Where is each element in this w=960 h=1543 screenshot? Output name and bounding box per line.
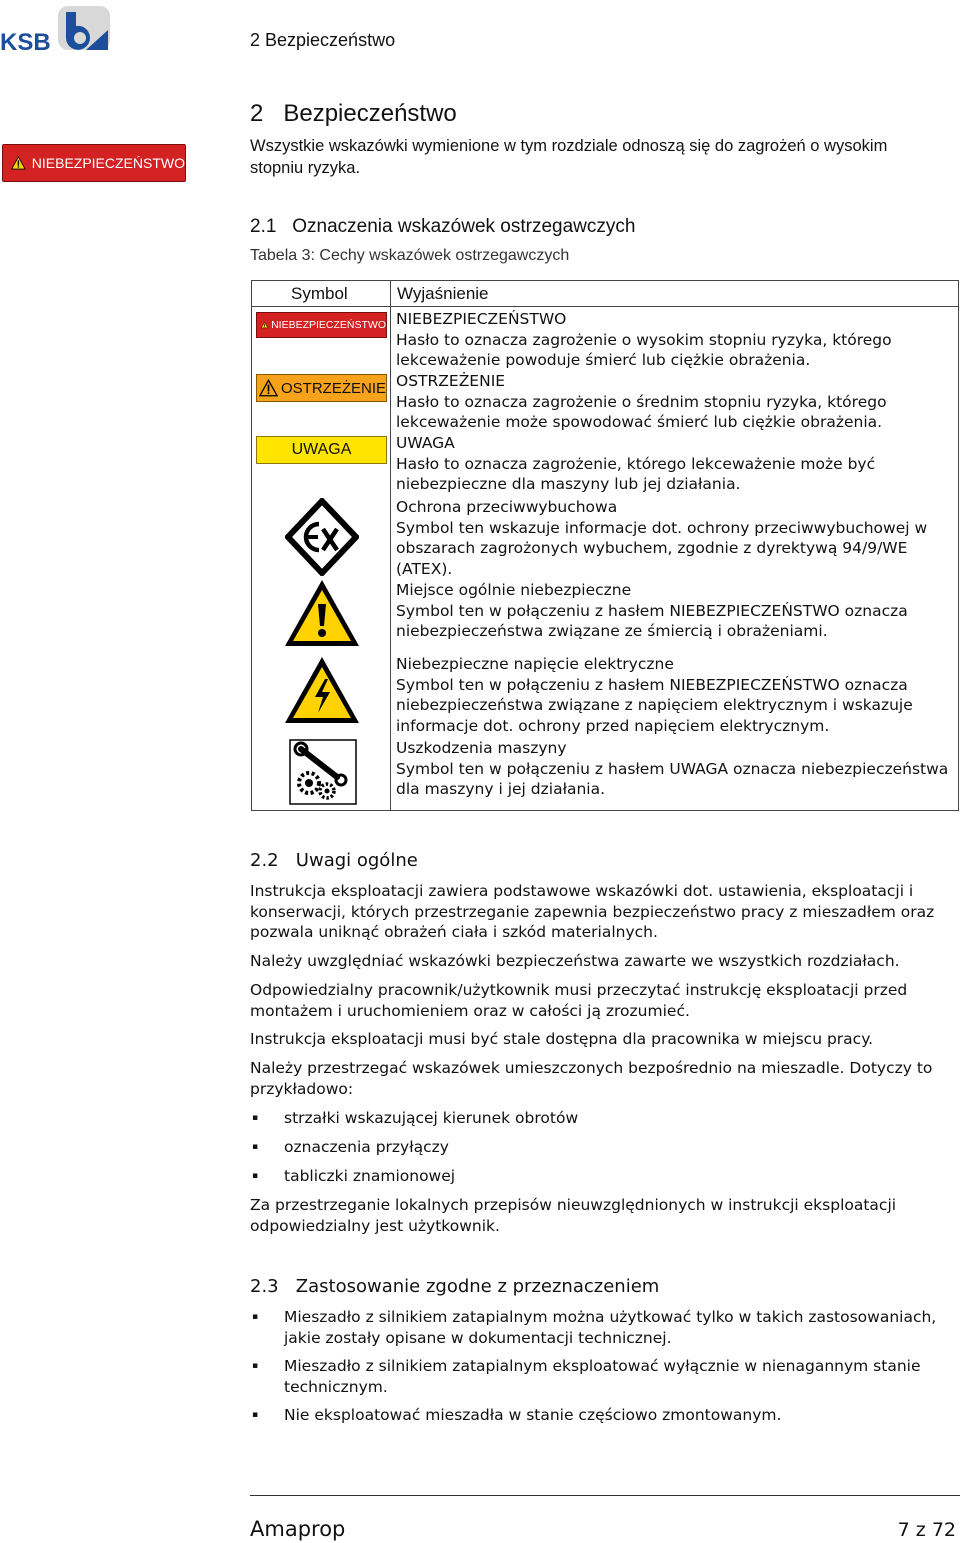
warning-triangle-icon [259, 379, 278, 397]
row-title: Miejsce ogólnie niebezpieczne [396, 581, 632, 599]
paragraph: Instrukcja eksploatacji zawiera podstawowe wskazówki dot. ustawienia, eksploatacji i konserwacji, których przestrzeganie zapewnia bezpieczeństwo pracy z mieszadłem oraz pozwala uniknąć obrażeń ciała i szkód materialnych. [250, 882, 935, 942]
row-description: Symbol ten w połączeniu z hasłem NIEBEZPIECZEŃSTWO oznacza niebezpieczeństwa związane ze śmiercią i obrażeniami. [396, 601, 908, 641]
row-title: Ochrona przeciwwybuchowa [396, 498, 618, 516]
list-item [264, 1137, 944, 1158]
danger-signal-label: NIEBEZPIECZEŃSTWO [271, 319, 386, 331]
row-title: NIEBEZPIECZEŃSTWO [396, 310, 567, 328]
warning-signal-label: OSTRZEŻENIE [280, 379, 386, 397]
list-item [264, 1166, 944, 1187]
table-row [396, 580, 956, 642]
row-description: Symbol ten w połączeniu z hasłem UWAGA oznacza niebezpieczeństwa dla maszyny i jej działania. [396, 759, 949, 799]
table-row [396, 654, 956, 737]
row-description: Hasło to oznacza zagrożenie o średnim stopniu ryzyka, którego lekceważenie może spowodować śmierć lub ciężkie obrażenia. [396, 392, 887, 432]
table-column-divider [390, 280, 391, 811]
list-item-text: ▪ Mieszadło z silnikiem zatapialnym można użytkować tylko w takich zastosowaniach, jakie zostały opisane w dokumentacji technicznej. [284, 1308, 937, 1347]
list-item-text: ▪ Nie eksploatować mieszadła w stanie częściowo zmontowanym. [284, 1406, 782, 1424]
section-2-3-title: 2.3 Zastosowanie zgodne z przeznaczeniem [250, 1276, 660, 1297]
table-row [396, 433, 956, 495]
electrical-hazard-triangle-icon [283, 655, 361, 725]
chapter-title: 2 Bezpieczeństwo [250, 100, 457, 127]
warning-triangle-icon [261, 317, 268, 333]
table-row [396, 738, 956, 800]
row-title: Uszkodzenia maszyny [396, 739, 567, 757]
row-description: Hasło to oznacza zagrożenie, którego lekceważenie może być niebezpieczne dla maszyny lub jej działania. [396, 454, 876, 494]
list-item-text: ▪ Mieszadło z silnikiem zatapialnym eksploatować wyłącznie w nienagannym stanie technicznym. [284, 1357, 921, 1396]
header-section-title: 2 Bezpieczeństwo [250, 30, 396, 50]
ksb-logo [0, 4, 112, 52]
list-item-text: ▪ strzałki wskazującej kierunek obrotów [284, 1109, 579, 1127]
list-item [264, 1405, 944, 1426]
danger-badge-label: NIEBEZPIECZEŃSTWO [31, 155, 185, 171]
list-item [264, 1356, 944, 1397]
table-header-divider [251, 306, 959, 307]
row-title: OSTRZEŻENIE [396, 372, 506, 390]
warning-signal-symbol [256, 374, 387, 402]
row-title: Niebezpieczne napięcie elektryczne [396, 655, 674, 673]
section-2-2-title: 2.2 Uwagi ogólne [250, 850, 418, 871]
danger-signal-symbol [256, 312, 387, 338]
list-item [264, 1307, 944, 1348]
paragraph: Za przestrzeganie lokalnych przepisów nieuwzględnionych w instrukcji eksploatacji odpowiedzialny jest użytkownik. [250, 1196, 897, 1235]
table-row [396, 497, 956, 580]
row-description: Symbol ten w połączeniu z hasłem NIEBEZPIECZEŃSTWO oznacza niebezpieczeństwa związane z napięciem elektrycznym i wskazuje informacje dot. ochrony przed napięciem elektrycznym. [396, 675, 913, 736]
paragraph: Należy uwzględniać wskazówki bezpieczeństwa zawarte we wszystkich rozdziałach. [250, 952, 900, 970]
table-row [396, 371, 956, 433]
paragraph: Należy przestrzegać wskazówek umieszczonych bezpośrednio na mieszadle. Dotyczy to przykładowo: [250, 1059, 933, 1098]
chapter-intro: Wszystkie wskazówki wymienione w tym rozdziale odnoszą się do zagrożeń o wysokim stopniu ryzyka. [250, 137, 888, 177]
table-caption: Tabela 3: Cechy wskazówek ostrzegawczych [250, 247, 570, 264]
caution-signal-symbol [256, 436, 387, 464]
row-description: Hasło to oznacza zagrożenie o wysokim stopniu ryzyka, którego lekceważenie powoduje śmierć lub ciężkie obrażenia. [396, 330, 892, 370]
caution-signal-label: UWAGA [291, 441, 352, 458]
row-description: Symbol ten wskazuje informacje dot. ochrony przeciwwybuchowej w obszarach zagrożonych wybuchem, zgodnie z dyrektywą 94/9/WE (ATEX). [396, 518, 928, 579]
general-danger-triangle-icon [283, 578, 361, 648]
table-row [396, 309, 956, 371]
page-number: 7 z 72 [897, 1519, 956, 1541]
row-title: UWAGA [396, 434, 455, 452]
list-item [264, 1108, 944, 1129]
danger-signal-badge [2, 144, 186, 182]
paragraph: Instrukcja eksploatacji musi być stale dostępna dla pracownika w miejscu pracy. [250, 1030, 874, 1048]
table-header-explanation: Wyjaśnienie [397, 284, 489, 303]
ksb-logo-text: KSB [0, 29, 51, 52]
paragraph: Odpowiedzialny pracownik/użytkownik musi przeczytać instrukcję eksploatacji przed montażem i uruchomieniem oraz w całości ją zrozumieć. [250, 981, 908, 1020]
footer-product-name: Amaprop [250, 1517, 346, 1541]
atex-ex-icon [285, 498, 359, 576]
section-2-1-title: 2.1 Oznaczenia wskazówek ostrzegawczych [250, 216, 636, 237]
table-header-symbol: Symbol [291, 284, 348, 303]
warning-triangle-icon [11, 153, 26, 173]
list-item-text: ▪ oznaczenia przyłączy [284, 1138, 449, 1156]
list-item-text: ▪ tabliczki znamionowej [284, 1167, 456, 1185]
footer-divider [250, 1495, 960, 1496]
machine-damage-icon [289, 739, 357, 805]
